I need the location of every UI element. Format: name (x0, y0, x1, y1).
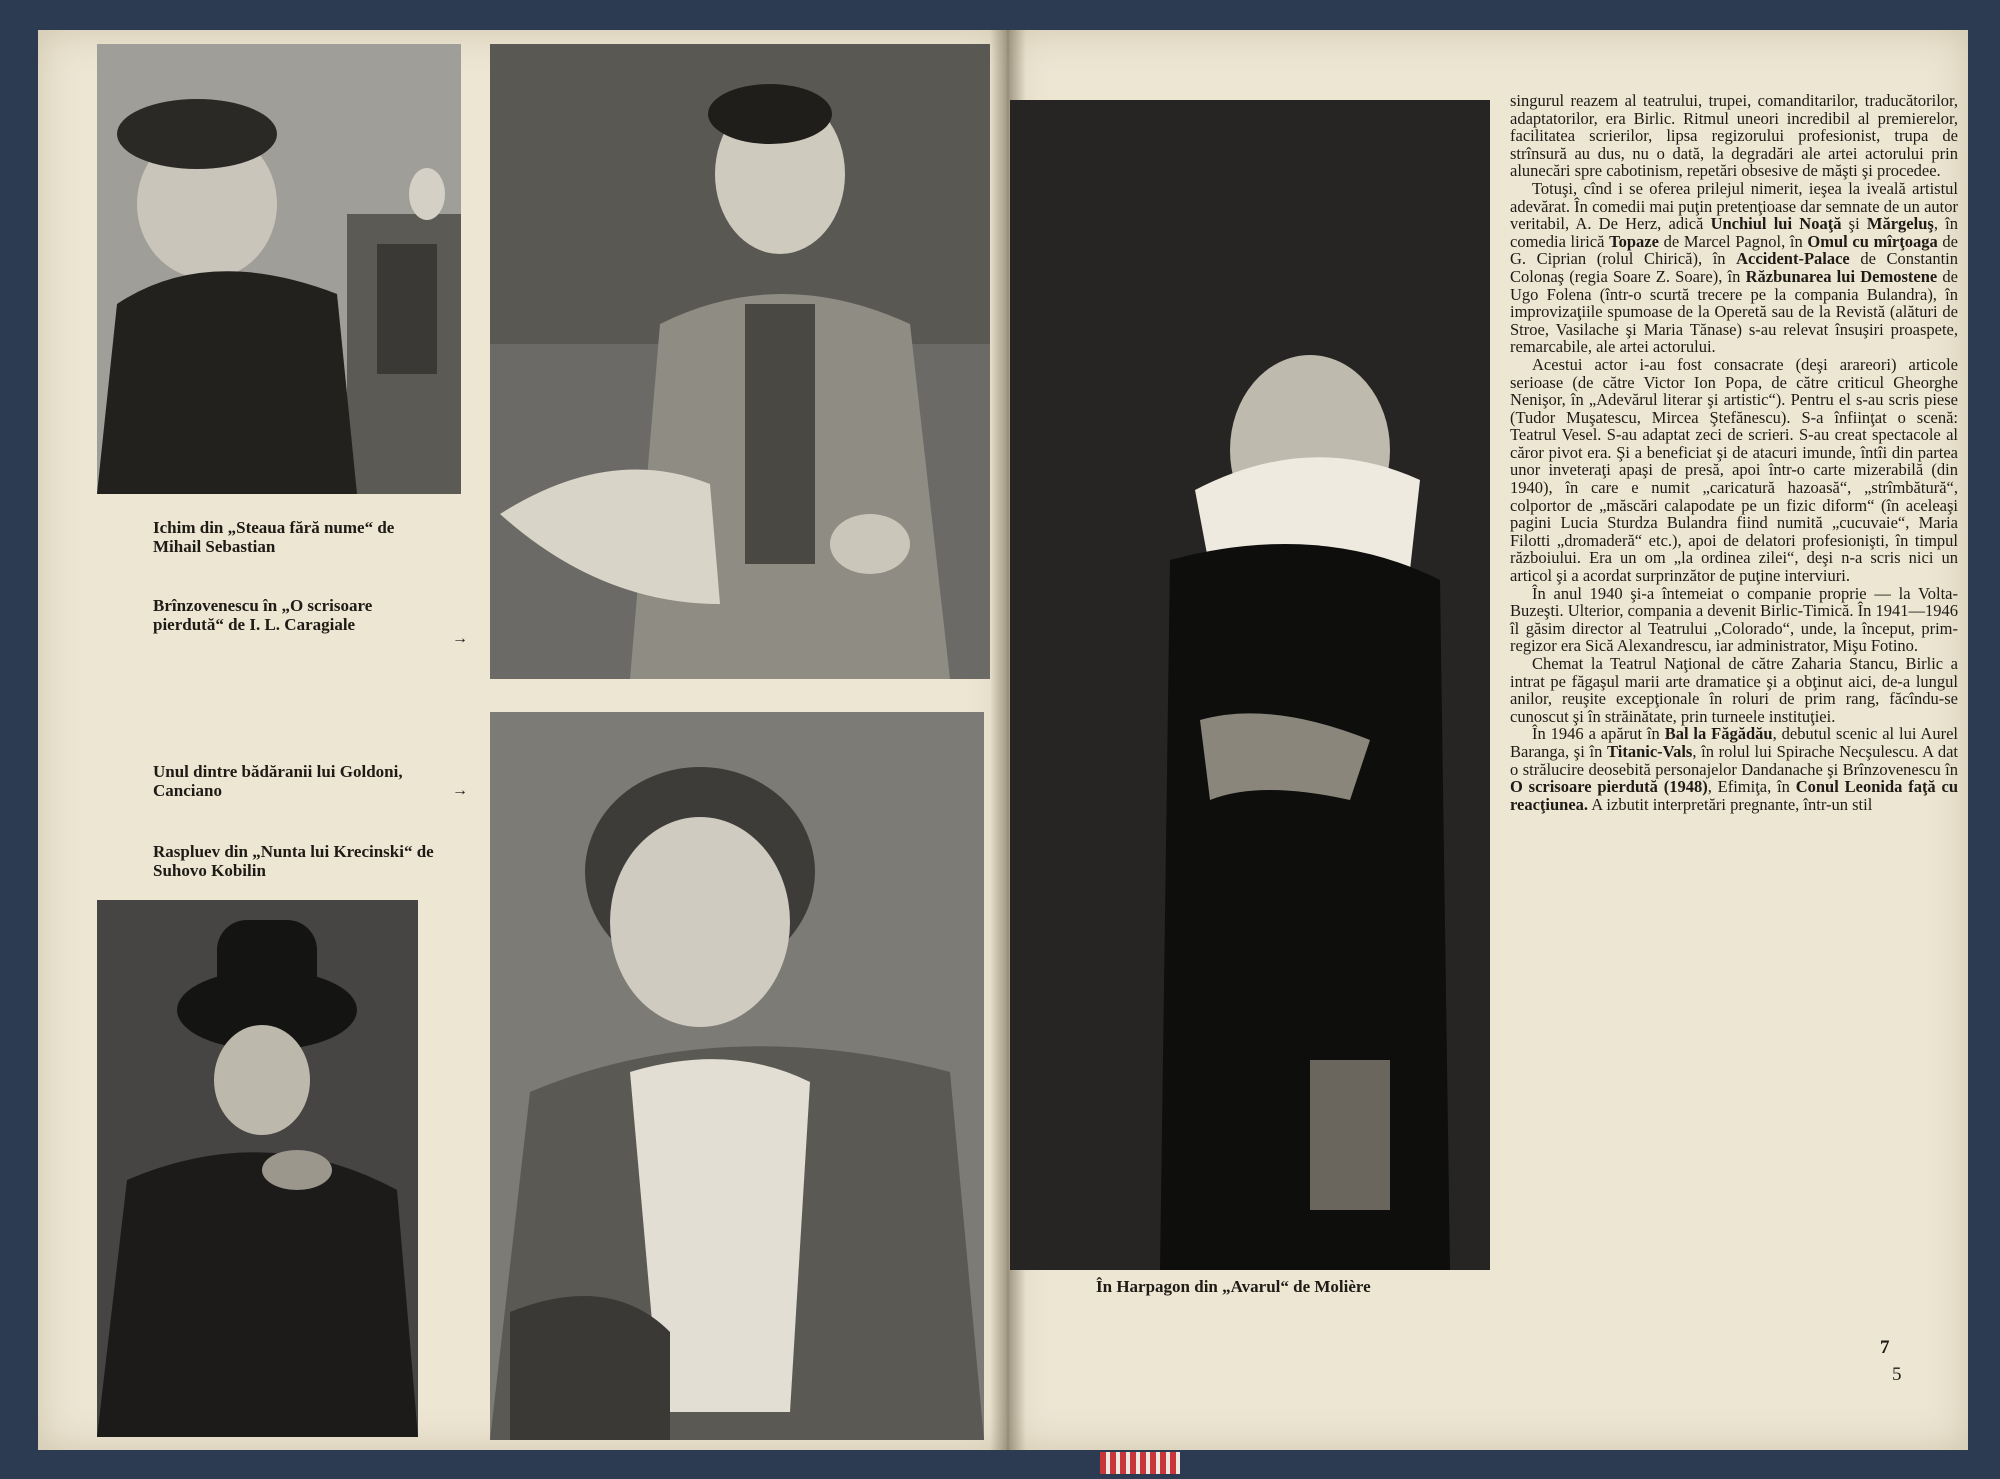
article-paragraph-3: Acestui actor i-au fost consacrate (deşi arareori) articole serioase (de către Victor Ion Popa, de către criticul Gheorghe Nenişor, în „Adevărul literar şi artistic“). Pentru el s-au scris piese (Tudor Muşatescu, Mircea Ştefănescu). S-a înfiinţat o scenă: Teatrul Vesel. S-au adaptat zeci de scrieri. S-au creat spectacole al căror pivot era. Şi a beneficiat şi de atacuri imunde, întîi din partea unor inveteraţi apaşi de presă, apoi într-o carte mizerabilă (din 1940), în care e numit „caricatură hazoasă“, „strîmbătură“, colportor de „măscări calapodate pe un fizic diform“ (în aceleaşi pagini Lucia Sturdza Bulandra fiind numită „cucuvaie“, Maria Filotti „dromaderă“ etc.), apoi de delatori profesionişti, în timpul războiului. Era un om „la ordinea zilei“, deşi n-a scris nici un articol şi a acordat surprinzător de puţine interviuri. (1510, 354, 1958, 586)
caption-canciano: Unul dintre bădăranii lui Goldoni, Canciano (153, 762, 403, 800)
bookmark-ribbon (1100, 1452, 1180, 1474)
p2-title-margelus: Mărgeluş (1866, 214, 1934, 234)
article-paragraph-1: singurul reazem al teatrului, trupei, comanditarilor, traducătorilor, adaptatorilor, era Birlic. Ritmul uneori incredibil al premierelor, facilitatea scrierilor, lipsa regizorului profesionist, trupa de strînsură au dus, nu o dată, la degradări ale artei actorului prin alunecări spre cabotinism, repetări obsesive de măşti şi procedee. (1510, 91, 1958, 181)
p2-text-1: Totuşi, cînd i se oferea prilejul nimerit, ieşea la iveală artistul adevărat. În comedii mai puţin pretenţioase dar semnate de un autor veritabil, A. De Herz, adică (1510, 178, 1958, 234)
p2-text-5: de G. Ciprian (rolul Chirică), în (1510, 231, 1958, 269)
p2-title-unchiul: Unchiul lui Noaţă (1710, 214, 1842, 234)
p6-title-conul: Conul Leonida faţă cu reacţiunea. (1510, 777, 1958, 814)
photo-ichim (97, 44, 461, 494)
photo-brinzovenescu (490, 44, 990, 679)
article-paragraph-5: Chemat la Teatrul Naţional de către Zaharia Stancu, Birlic a intrat pe făgaşul marii arte dramatice şi a obţinut aici, de-a lungul anilor, reuşite excepţionale în roluri de prim rang, făcîndu-se cunoscut şi în străinătate, prin turneele instituţiei. (1510, 654, 1958, 726)
caption-raspluev: Raspluev din „Nunta lui Krecinski“ de Suhovo Kobilin (153, 842, 434, 880)
p6-text-2: , debutul scenic al lui Aurel Baranga, şi în (1510, 724, 1959, 761)
arrow-canciano: → (452, 782, 468, 799)
p6-text-4: , Efimiţa, în (1707, 777, 1796, 797)
p6-title-titanic: Titanic-Vals (1607, 741, 1693, 761)
page-number: 7 (1880, 1337, 1890, 1358)
article-paragraph-6 (1510, 725, 1958, 813)
article-text (1510, 92, 1958, 813)
p6-title-scrisoare: O scrisoare pierdută (1948) (1510, 777, 1708, 797)
p6-text-3: , în rolul lui Spirache Necşulescu. A dat o strălucire deosebită personajelor Dandanache şi Brînzovenescu în (1510, 741, 1959, 779)
photo-ichim-figure (97, 44, 461, 494)
photo-harpagon (1010, 100, 1490, 1270)
p2-text-7: de Ugo Folena (într-o scurtă trecere pe la compania Bulandra), în improvizaţiile spumoase de la Operetă sau de la Revistă (alături de Stroe, Vasilache şi Maria Tănase) s-au relevat însuşiri proaspete, remarcabile, ale artei actorului. (1510, 266, 1959, 357)
caption-ichim: Ichim din „Steaua fără nume“ de Mihail Sebastian (153, 518, 395, 556)
photo-raspluev-figure (97, 900, 418, 1437)
photo-canciano-figure (490, 712, 984, 1440)
p2-text-2: şi (1841, 214, 1867, 234)
caption-brinzovenescu: Brînzovenescu în „O scrisoare pierdută“ de I. L. Caragiale (153, 596, 373, 634)
page-number-secondary: 5 (1892, 1364, 1902, 1385)
p2-title-topaze: Topaze (1609, 231, 1659, 251)
p2-text-6: de Constantin Colonaş (regia Soare Z. Soare), în (1510, 249, 1958, 286)
caption-harpagon: În Harpagon din „Avarul“ de Molière (1096, 1277, 1371, 1296)
article-paragraph-4: În anul 1940 şi-a întemeiat o companie proprie — la Volta-Buzeşti. Ulterior, compania a devenit Birlic-Timică. În 1941—1946 îl găsim director al Teatrului „Colorado“, unde, la început, prim-regizor era Sică Alexandrescu, iar administrator, Mişu Fotino. (1510, 583, 1958, 656)
arrow-brinzovenescu: → (452, 630, 468, 647)
photo-canciano (490, 712, 984, 1440)
p2-title-omul: Omul cu mîrţoaga (1807, 231, 1938, 251)
p6-text-5: A izbutit interpretări pregnante, într-un stil (1588, 794, 1873, 814)
p6-title-bal: Bal la Făgădău (1664, 724, 1773, 744)
p2-title-razbunarea: Răzbunarea lui Demostene (1745, 266, 1938, 286)
article-paragraph-2 (1510, 180, 1958, 356)
p2-text-4: de Marcel Pagnol, în (1658, 231, 1808, 251)
photo-raspluev (97, 900, 418, 1437)
p2-title-accident: Accident-Palace (1736, 249, 1850, 269)
photo-harpagon-figure (1010, 100, 1490, 1270)
p6-text-1: În 1946 a apărut în (1532, 724, 1665, 744)
photo-brinzovenescu-figure (490, 44, 990, 679)
p2-text-3: , în comedia lirică (1510, 214, 1958, 251)
